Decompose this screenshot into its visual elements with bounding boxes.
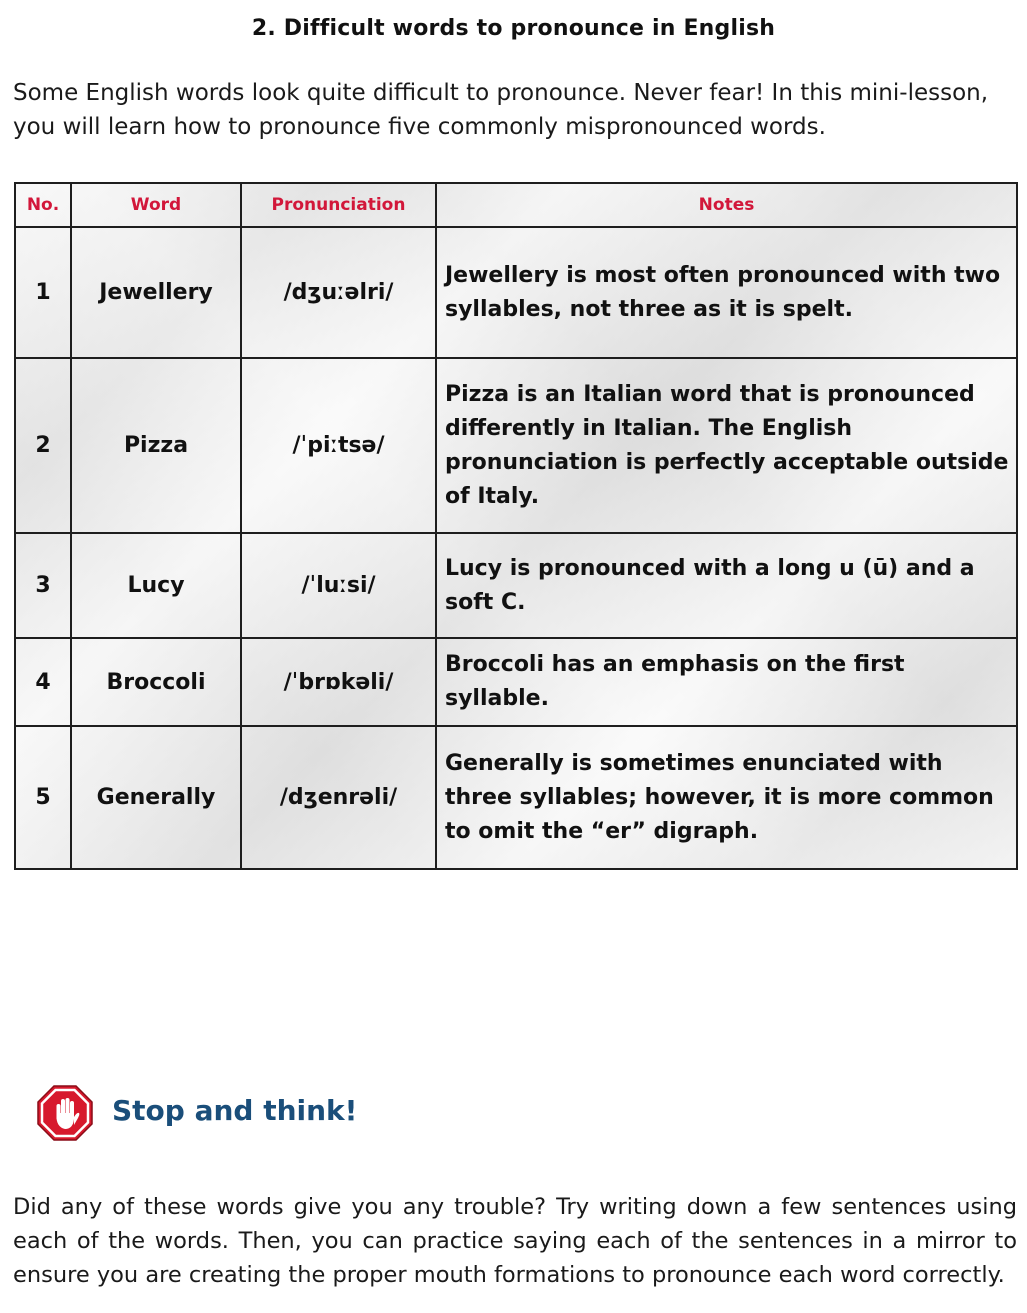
table-row <box>15 358 1017 533</box>
stop-hand-icon <box>37 1085 93 1141</box>
row-word: Generally <box>71 726 241 869</box>
row-pronunciation: /dʒuːəlri/ <box>241 227 436 358</box>
row-pronunciation: /ˈbrɒkəli/ <box>241 638 436 726</box>
row-number: 3 <box>15 533 71 638</box>
stop-and-think-heading: Stop and think! <box>112 1094 358 1127</box>
header-pronunciation: Pronunciation <box>241 183 436 227</box>
row-word: Pizza <box>71 358 241 533</box>
row-notes: Broccoli has an emphasis on the first syllable. <box>436 638 1017 726</box>
table-row <box>15 533 1017 638</box>
closing-paragraph: Did any of these words give you any trouble? Try writing down a few sentences using each of the words. Then, you can practice saying each of the sentences in a mirror to ensure you are creating the proper mouth formations to pronounce each word correctly. <box>13 1194 1017 1288</box>
table-row <box>15 726 1017 869</box>
row-pronunciation: /ˈpiːtsə/ <box>241 358 436 533</box>
row-notes: Jewellery is most often pronounced with two syllables, not three as it is spelt. <box>436 227 1017 358</box>
row-pronunciation: /dʒenrəli/ <box>241 726 436 869</box>
row-word: Lucy <box>71 533 241 638</box>
table-row <box>15 227 1017 358</box>
row-number: 5 <box>15 726 71 869</box>
row-notes: Lucy is pronounced with a long u (ū) and a soft C. <box>436 533 1017 638</box>
row-number: 2 <box>15 358 71 533</box>
section-heading: 2. Difficult words to pronounce in English <box>251 16 776 41</box>
pronunciation-table-container <box>14 182 1016 868</box>
intro-paragraph: Some English words look quite difficult to pronounce. Never fear! In this mini-lesson, you will learn how to pronounce five commonly mispronounced words. <box>13 80 989 140</box>
row-word: Broccoli <box>71 638 241 726</box>
table-row <box>15 638 1017 726</box>
pronunciation-table <box>14 182 1018 870</box>
row-number: 4 <box>15 638 71 726</box>
row-notes: Generally is sometimes enunciated with three syllables; however, it is more common to omit the “er” digraph. <box>436 726 1017 869</box>
row-word: Jewellery <box>71 227 241 358</box>
row-pronunciation: /ˈluːsi/ <box>241 533 436 638</box>
header-no: No. <box>15 183 71 227</box>
row-number: 1 <box>15 227 71 358</box>
header-notes: Notes <box>436 183 1017 227</box>
row-notes: Pizza is an Italian word that is pronounced differently in Italian. The English pronunciation is perfectly acceptable outside of Italy. <box>436 358 1017 533</box>
header-word: Word <box>71 183 241 227</box>
table-header-row <box>15 183 1017 227</box>
